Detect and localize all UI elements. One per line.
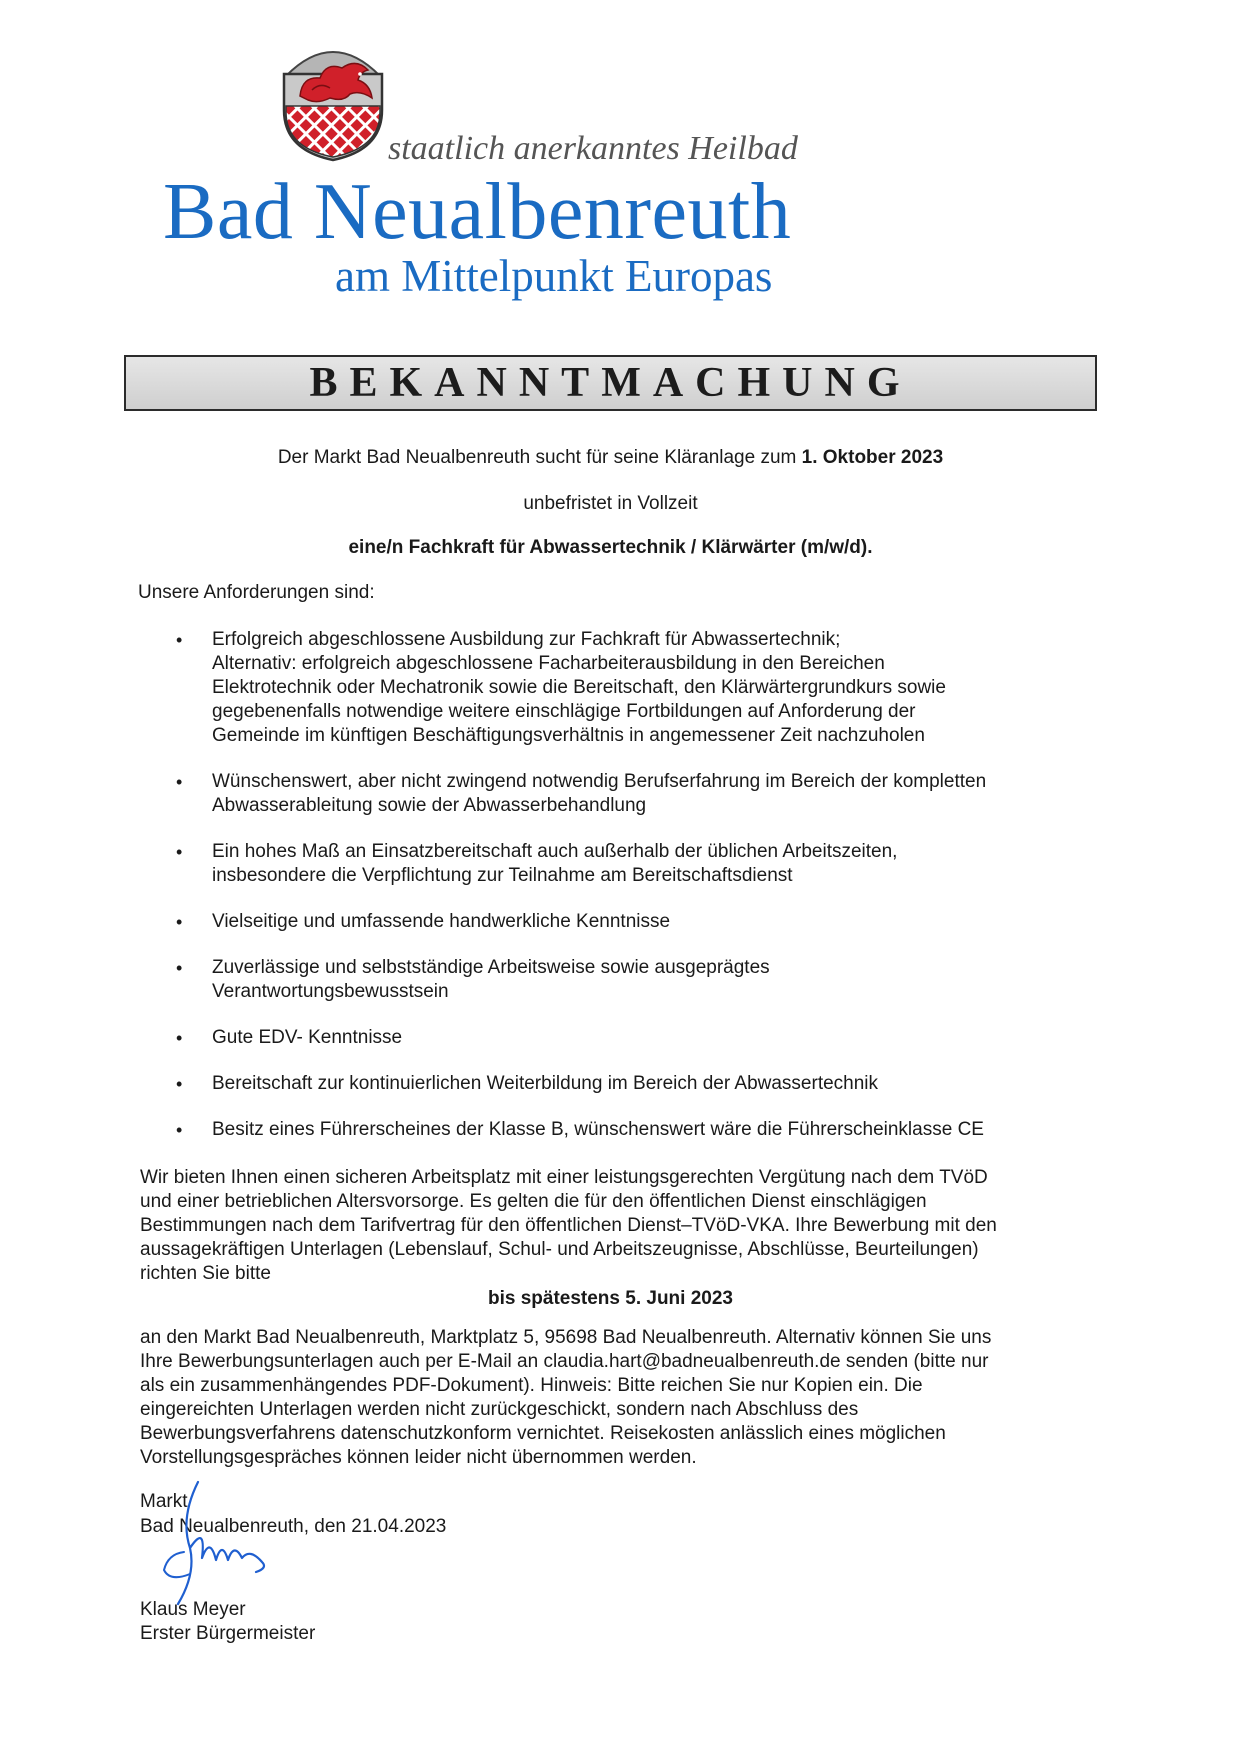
requirement-item <box>140 910 1090 934</box>
bullet-icon: • <box>176 630 183 650</box>
signer-role: Erster Bürgermeister <box>140 1623 316 1644</box>
job-title: eine/n Fachkraft für Abwassertechnik / Klärwärter (m/w/d). <box>348 537 873 558</box>
requirements-intro: Unsere Anforderungen sind: <box>138 582 375 603</box>
offer-line: Wir bieten Ihnen einen sicheren Arbeitsplatz mit einer leistungsgerechten Vergütung nach dem TVöD <box>140 1167 988 1188</box>
requirement-line: Erfolgreich abgeschlossene Ausbildung zur Fachkraft für Abwassertechnik; <box>212 629 841 650</box>
address-line: als ein zusammenhängendes PDF-Dokument). Hinweis: Bitte reichen Sie nur Kopien ein. Die <box>140 1375 923 1396</box>
requirement-line: Wünschenswert, aber nicht zwingend notwendig Berufserfahrung im Bereich der kompletten <box>212 771 987 792</box>
requirement-line: Ein hohes Maß an Einsatzbereitschaft auch außerhalb der üblichen Arbeitszeiten, <box>212 841 898 862</box>
handwritten-signature <box>150 1478 300 1618</box>
offer-paragraph <box>140 1166 1100 1286</box>
requirement-line: gegebenenfalls notwendige weitere einschlägige Fortbildungen auf Anforderung der <box>212 701 916 722</box>
bullet-icon: • <box>176 1120 183 1140</box>
lead-line-2: unbefristet in Vollzeit <box>523 493 698 514</box>
bullet-icon: • <box>176 1074 183 1094</box>
requirement-item <box>140 770 1090 818</box>
offer-line: aussagekräftigen Unterlagen (Lebenslauf, Schul- und Arbeitszeugnisse, Abschlüsse, Beurteilungen) <box>140 1239 979 1260</box>
requirement-line: Verantwortungsbewusstsein <box>212 981 449 1002</box>
lead-line-1-text: Der Markt Bad Neualbenreuth sucht für seine Kläranlage zum <box>277 447 802 468</box>
requirement-item <box>140 628 1090 748</box>
requirement-item <box>140 1026 1090 1050</box>
signoff-line-1: Markt <box>140 1491 188 1512</box>
requirement-item <box>140 1072 1090 1096</box>
town-name: Bad Neualbenreuth <box>163 168 792 256</box>
bullet-icon: • <box>176 958 183 978</box>
requirement-line: Elektrotechnik oder Mechatronik sowie die Bereitschaft, den Klärwärtergrundkurs sowie <box>212 677 946 698</box>
requirement-line: Zuverlässige und selbstständige Arbeitsweise sowie ausgeprägtes <box>212 957 770 978</box>
offer-line: Bestimmungen nach dem Tarifvertrag für den öffentlichen Dienst–TVöD-VKA. Ihre Bewerbung mit den <box>140 1215 997 1236</box>
bullet-icon: • <box>176 842 183 862</box>
coat-of-arms-logo <box>272 32 394 162</box>
bullet-icon: • <box>176 912 183 932</box>
tagline: staatlich anerkanntes Heilbad <box>388 130 798 167</box>
page-title: BEKANNTMACHUNG <box>309 360 912 406</box>
bullet-icon: • <box>176 1028 183 1048</box>
start-date: 1. Oktober 2023 <box>801 447 944 468</box>
bullet-icon: • <box>176 772 183 792</box>
offer-line: und einer betrieblichen Altersvorsorge. Es gelten die für den öffentlichen Dienst einschlägigen <box>140 1191 927 1212</box>
requirement-line: insbesondere die Verpflichtung zur Teilnahme am Bereitschaftsdienst <box>212 865 793 886</box>
requirement-line: Vielseitige und umfassende handwerkliche Kenntnisse <box>212 911 671 932</box>
address-line: Vorstellungsgespräches können leider nicht übernommen werden. <box>140 1447 697 1468</box>
application-deadline: bis spätestens 5. Juni 2023 <box>487 1288 733 1309</box>
town-subtitle: am Mittelpunkt Europas <box>335 251 773 301</box>
address-paragraph <box>140 1326 1100 1470</box>
address-line: eingereichten Unterlagen werden nicht zurückgeschickt, sondern nach Abschluss des <box>140 1399 859 1420</box>
offer-line: richten Sie bitte <box>140 1263 271 1284</box>
requirement-line: Bereitschaft zur kontinuierlichen Weiterbildung im Bereich der Abwassertechnik <box>212 1073 879 1094</box>
address-line: an den Markt Bad Neualbenreuth, Marktplatz 5, 95698 Bad Neualbenreuth. Alternativ können Sie uns <box>140 1327 992 1348</box>
lead-line-1 <box>124 447 1097 469</box>
requirement-line: Abwasserableitung sowie der Abwasserbehandlung <box>212 795 647 816</box>
signer-name: Klaus Meyer <box>140 1599 246 1620</box>
requirement-line: Gute EDV- Kenntnisse <box>212 1027 403 1048</box>
requirements-list <box>140 628 1090 1164</box>
requirement-item <box>140 1118 1090 1142</box>
requirement-line: Besitz eines Führerscheines der Klasse B, wünschenswert wäre die Führerscheinklasse CE <box>212 1119 984 1140</box>
signoff-place-date: Bad Neualbenreuth, den 21.04.2023 <box>140 1516 447 1537</box>
requirement-line: Gemeinde im künftigen Beschäftigungsverhältnis in angemessener Zeit nachzuholen <box>212 725 925 746</box>
title-banner <box>124 355 1097 411</box>
requirement-line: Alternativ: erfolgreich abgeschlossene Facharbeiterausbildung in den Bereichen <box>212 653 885 674</box>
requirement-item <box>140 956 1090 1004</box>
requirement-item <box>140 840 1090 888</box>
address-line: Bewerbungsverfahrens datenschutzkonform vernichtet. Reisekosten anlässlich eines möglichen <box>140 1423 946 1444</box>
address-line: Ihre Bewerbungsunterlagen auch per E-Mail an claudia.hart@badneualbenreuth.de senden (bitte nur <box>140 1351 989 1372</box>
